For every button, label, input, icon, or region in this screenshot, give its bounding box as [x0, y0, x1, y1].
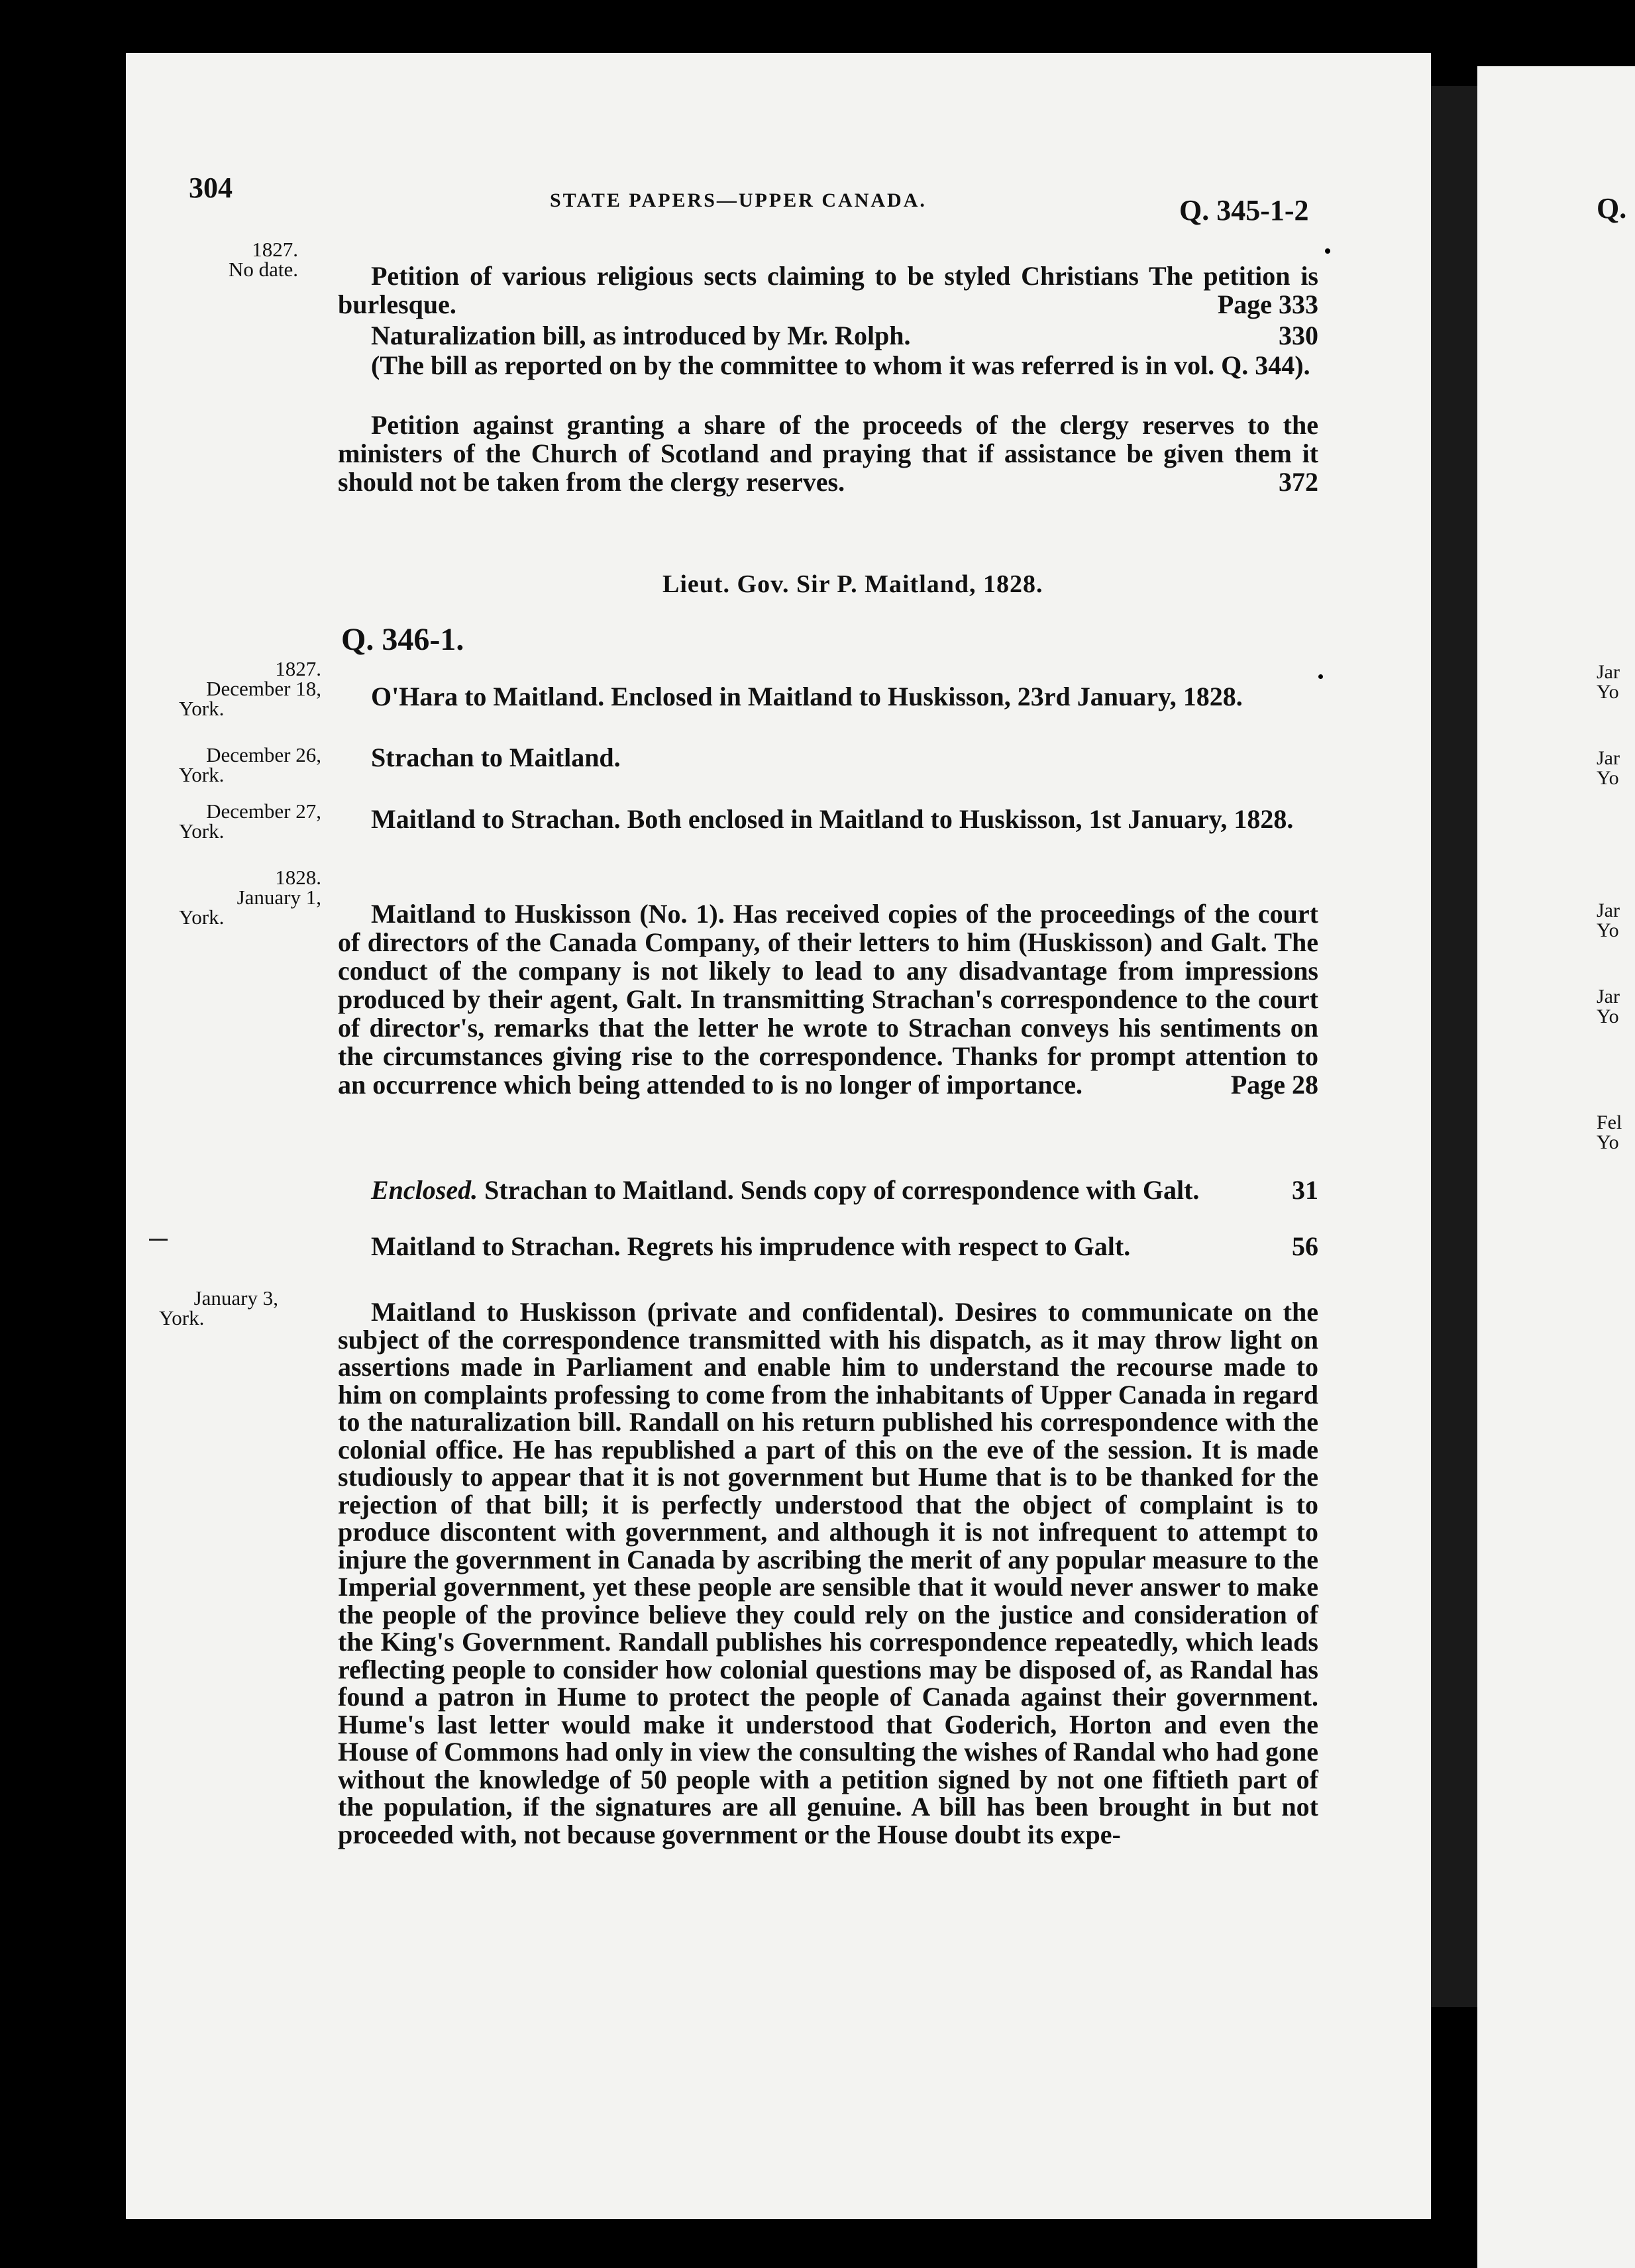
entry-paragraph: Maitland to Huskisson (No. 1). Has received copies of the proceedings of the court of directors of the Canada Company, of their letters to him (Huskisson) and Galt. The conduct of the company is not likely to lead to any disadvantage from impressions produced by their agent, Galt. In transmitting Strachan's correspondence to the court of director's, remarks that the letter he wrote to Strachan conveys his sentiments on the circumstances giving rise to the correspondence. Thanks for prompt attention to an occurrence which being attended to is no longer of importance. Page 28 — [338, 899, 1318, 1100]
entry-paragraph: Strachan to Maitland. — [371, 743, 621, 772]
entry-paragraph: Petition against granting a share of the proceeds of the clergy reserves to the ministers of the Church of Scotland and praying that if assistance be given them it should not be taken from the clergy reserves. 372 — [338, 410, 1318, 497]
margin-date: 1828. January 1, York. — [179, 866, 321, 929]
facing-margin-fragment: Jar — [1597, 986, 1620, 1007]
entry-paragraph: Maitland to Strachan. Both enclosed in Maitland to Huskisson, 1st January, 1828. — [371, 804, 1294, 834]
facing-margin-fragment: Yo — [1597, 1131, 1619, 1153]
entry-paragraph: Enclosed. Strachan to Maitland. Sends copy of correspondence with Galt. 31 — [371, 1175, 1318, 1205]
scan-speck — [52, 2007, 62, 2027]
facing-margin-fragment: Yo — [1597, 681, 1619, 703]
entry-paragraph: Maitland to Huskisson (private and confidental). Desires to communicate on the subject of the correspondence transmitted with his dispatch, as it may throw light on assertions made in Parliament and enable him to understand the recourse made to him on complaints professing to come from the inhabitants of Upper Canada in regard to the naturalization bill. Randall on his return published his correspondence with the colonial office. He has republished a part of this on the eve of the session. It is made studiously to appear that it is not government but Hume that is to be thanked for the rejection of that bill; it is perfectly understood that the object of complaint is to produce discontent with government, and although it is not infrequent to attempt to injure the government in Canada by ascribing the merit of any popular measure to the Imperial government, yet these people are sensible that it would never answer to make the people of the province believe they could rely on the justice and consideration of the King's Government. Randall publishes his correspondence repeatedly, which leads reflecting people to consider how colonial questions may be disposed of, as Randal has found a patron in Hume to protect the people of Canada against their government. Hume's last letter would make it understood that Goderich, Horton and even the House of Commons had only in view the consulting the wishes of Randal who had gone without the knowledge of 50 people with a petition signed by not one fiftieth part of the population, if the signatures are all genuine. A bill has been brought in but not proceeded with, not because government or the House doubt its expe- — [338, 1297, 1318, 1849]
margin-date: December 27, York. — [179, 799, 321, 843]
margin-date: 1827. December 18, York. — [179, 657, 321, 720]
margin-date: January 3, York. — [159, 1286, 278, 1329]
page-number: 304 — [189, 172, 233, 204]
running-title: STATE PAPERS—UPPER CANADA. — [550, 189, 927, 211]
entry-paragraph: Petition of various religious sects claiming to be styled Christians The petition is burlesque. Page 333 — [338, 261, 1318, 319]
facing-margin-fragment: Jar — [1597, 747, 1620, 769]
facing-margin-fragment: Jar — [1597, 661, 1620, 683]
facing-page-header: Q. — [1597, 192, 1627, 225]
margin-date: 1827. No date. — [228, 238, 298, 281]
section-heading: Lieut. Gov. Sir P. Maitland, 1828. — [662, 570, 1043, 598]
entry-paragraph: O'Hara to Maitland. Enclosed in Maitland to Huskisson, 23rd January, 1828. — [371, 682, 1243, 711]
facing-margin-fragment: Jar — [1597, 900, 1620, 921]
series-reference: Q. 345-1-2 — [1179, 194, 1309, 227]
facing-margin-fragment: Yo — [1597, 1005, 1619, 1027]
book-gutter — [1431, 86, 1477, 2007]
facing-margin-fragment: Yo — [1597, 767, 1619, 789]
facing-margin-fragment: Yo — [1597, 919, 1619, 941]
facing-page-edge — [1477, 66, 1635, 2268]
entry-paragraph: Naturalization bill, as introduced by Mr. Rolph. 330 — [371, 321, 1318, 350]
margin-dash — [149, 1239, 168, 1241]
facing-margin-fragment: Fel — [1597, 1111, 1622, 1133]
volume-heading: Q. 346-1. — [341, 622, 464, 657]
margin-date: December 26, York. — [179, 743, 321, 786]
scan-speck — [1318, 674, 1323, 679]
entry-paragraph: Maitland to Strachan. Regrets his imprudence with respect to Galt. 56 — [371, 1231, 1318, 1261]
entry-paragraph: (The bill as reported on by the committee to whom it was referred is in vol. Q. 344). — [371, 350, 1310, 380]
scan-speck — [1325, 248, 1330, 254]
